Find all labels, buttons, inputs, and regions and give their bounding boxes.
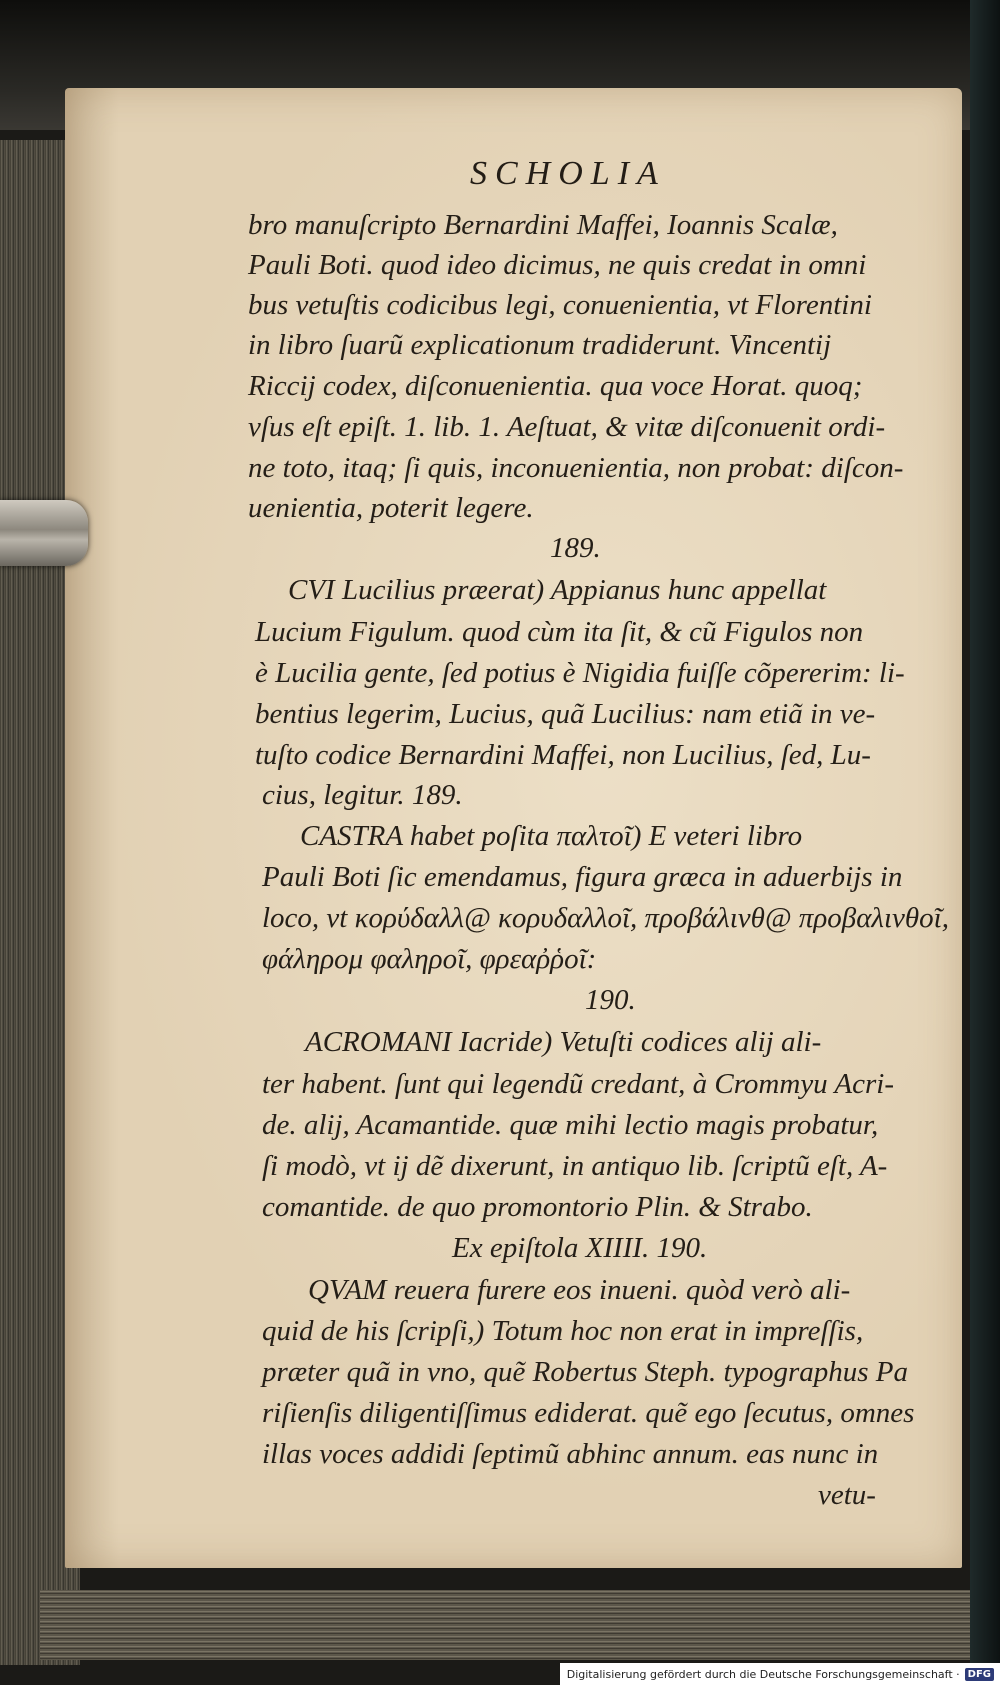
running-head: SCHOLIA: [470, 155, 666, 192]
section-number: 190.: [585, 984, 636, 1016]
text-line: cius, legitur. 189.: [262, 779, 463, 811]
digitization-credit-text: Digitalisierung gefördert durch die Deutsche Forschungsgemeinschaft ·: [566, 1667, 960, 1681]
text-line: ſi modò, vt ij dẽ dixerunt, in antiquo lib. ſcriptũ eſt, A-: [262, 1150, 888, 1182]
text-line: tuſto codice Bernardini Maffei, non Lucilius, ſed, Lu-: [255, 739, 871, 771]
text-line: è Lucilia gente, ſed potius è Nigidia fuiſſe cõpererim: li-: [255, 657, 905, 689]
book-page-edges-bottom: [40, 1590, 970, 1660]
text-line: Riccij codex, diſconuenientia. qua voce Horat. quoq;: [248, 370, 863, 402]
text-line: uenientia, poterit legere.: [248, 492, 534, 524]
text-line: illas voces addidi ſeptimũ abhinc annum. eas nunc in: [262, 1438, 879, 1470]
text-line: præter quã in vno, quẽ Robertus Steph. typographus Pa: [262, 1356, 909, 1388]
text-line: de. alij, Acamantide. quæ mihi lectio magis probatur,: [262, 1109, 879, 1141]
text-line: in libro ſuarũ explicationum tradiderunt. Vincentij: [248, 329, 832, 361]
scan-background-right: [970, 0, 1000, 1685]
text-line: Pauli Boti. quod ideo dicimus, ne quis credat in omni: [248, 249, 867, 281]
text-line: Pauli Boti ſic emendamus, figura græca in aduerbijs in: [262, 861, 903, 893]
text-line: bro manuſcripto Bernardini Maffei, Ioannis Scalæ,: [248, 209, 838, 241]
dfg-logo-icon: DFG: [965, 1668, 994, 1681]
text-line: QVAM reuera furere eos inueni. quòd verò ali-: [308, 1274, 851, 1306]
text-line: loco, vt κορύδαλλ@ κορυδαλλοῖ, προβάλινθ@ προβαλινθοῖ,: [262, 902, 949, 934]
book-clasp: [0, 500, 88, 566]
text-line: CASTRA habet poſita παλτοῖ) E veteri libro: [300, 820, 803, 852]
text-line: CVI Lucilius præerat) Appianus hunc appellat: [288, 574, 827, 606]
text-line: bentius legerim, Lucius, quã Lucilius: nam etiã in ve-: [255, 698, 876, 730]
text-line: Lucium Figulum. quod cùm ita ſit, & cũ Figulos non: [255, 616, 864, 648]
text-line: vſus eſt epiſt. 1. lib. 1. Aeſtuat, & vitæ diſconuenit ordi-: [248, 411, 886, 443]
text-line: bus vetuſtis codicibus legi, conuenientia, vt Florentini: [248, 289, 872, 321]
digitization-credit-bar: [560, 1663, 1000, 1685]
text-line: comantide. de quo promontorio Plin. & Strabo.: [262, 1191, 813, 1223]
text-line: ne toto, itaq; ſi quis, inconuenientia, non probat: diſcon-: [248, 452, 904, 484]
catchword: vetu-: [818, 1479, 876, 1511]
text-line: ACROMANI Iacride) Vetuſti codices alij ali-: [305, 1026, 822, 1058]
text-line: quid de his ſcripſi,) Totum hoc non erat in impreſſis,: [262, 1315, 864, 1347]
text-line: ter habent. ſunt qui legendũ credant, à Crommyu Acri-: [262, 1068, 894, 1100]
section-heading: Ex epiſtola XIIII. 190.: [452, 1232, 708, 1264]
section-number: 189.: [550, 532, 601, 564]
text-line: riſienſis diligentiſſimus ediderat. quẽ ego ſecutus, omnes: [262, 1397, 915, 1429]
text-line: φάληρομ φαληροῖ, φρεαῤῥοῖ:: [262, 943, 597, 975]
